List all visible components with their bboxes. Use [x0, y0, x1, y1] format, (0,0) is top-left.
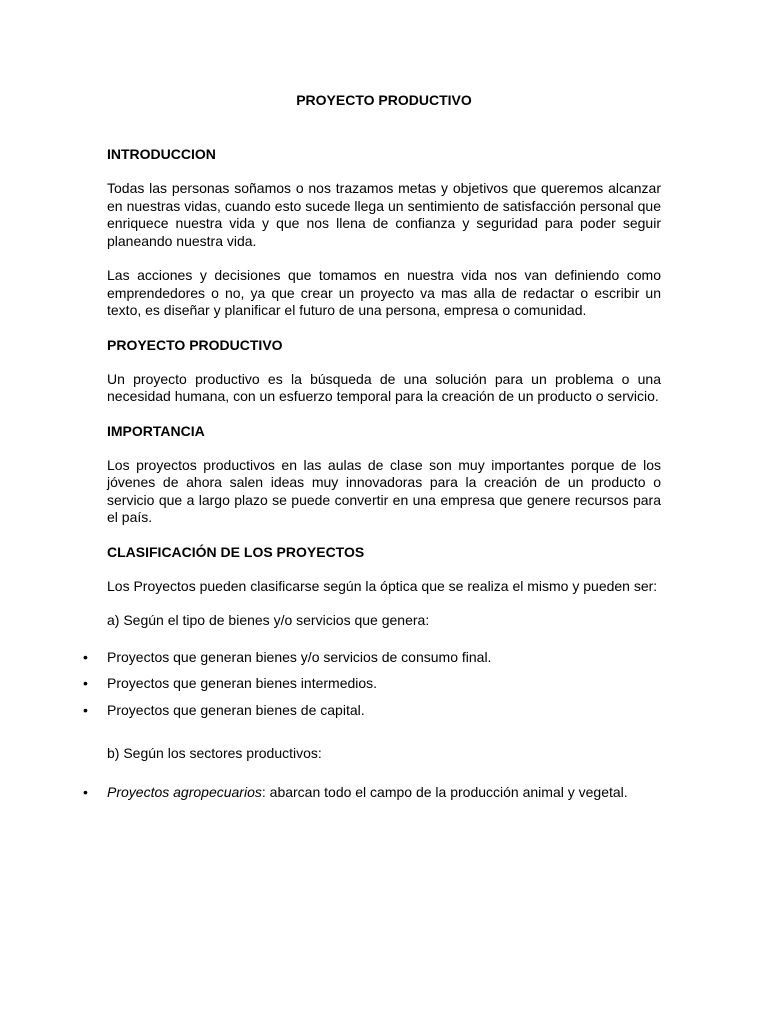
- heading-importancia: IMPORTANCIA: [107, 422, 205, 439]
- list-item: [83, 675, 661, 693]
- list-item-text: Proyectos que generan bienes de capital.: [107, 701, 365, 718]
- list-item: [83, 783, 661, 802]
- subheading-b: b) Según los sectores productivos:: [107, 745, 322, 761]
- bullet-icon: •: [83, 783, 88, 800]
- bullet-icon: •: [83, 701, 88, 718]
- list-bienes: [83, 648, 661, 720]
- bullet-icon: •: [83, 675, 88, 691]
- heading-clasificacion: CLASIFICACIÓN DE LOS PROYECTOS: [107, 543, 365, 560]
- paragraph-intro-1: Todas las personas soñamos o nos trazamos metas y objetivos que queremos alcanzar en nuestras vidas, cuando esto sucede llega un sentimiento de satisfacción personal que enriquece nuestra vida y que nos llena de confianza y seguridad para poder seguir planeando nuestra vida.: [107, 180, 661, 249]
- paragraph-proyecto: Un proyecto productivo es la búsqueda de una solución para un problema o una necesidad humana, con un esfuerzo temporal para la creación de un producto o servicio.: [107, 370, 661, 404]
- heading-proyecto-productivo: PROYECTO PRODUCTIVO: [107, 336, 283, 353]
- list-item: [83, 701, 661, 720]
- list-item-term: Proyectos agropecuarios: [107, 783, 262, 800]
- heading-introduccion: INTRODUCCION: [107, 146, 216, 162]
- list-item: [83, 648, 661, 667]
- paragraph-clasificacion: Los Proyectos pueden clasificarse según la óptica que se realiza el mismo y pueden ser:: [107, 577, 658, 594]
- subheading-a: a) Según el tipo de bienes y/o servicios que genera:: [107, 612, 430, 628]
- list-item-text: Proyectos que generan bienes intermedios.: [107, 675, 378, 691]
- document-body: [83, 146, 661, 827]
- document-title: PROYECTO PRODUCTIVO: [296, 92, 472, 108]
- list-sectores: [83, 783, 661, 802]
- bullet-icon: •: [83, 648, 88, 665]
- list-item-text: : abarcan todo el campo de la producción animal y vegetal.: [261, 783, 628, 800]
- paragraph-intro-2: Las acciones y decisiones que tomamos en nuestra vida nos van definiendo como emprendedores o no, ya que crear un proyecto va mas alla de redactar o escribir un texto, es diseñar y planificar el futuro de una persona, empresa o comunidad.: [107, 267, 661, 318]
- list-item-text: Proyectos que generan bienes y/o servicios de consumo final.: [107, 648, 492, 665]
- paragraph-importancia: Los proyectos productivos en las aulas de clase son muy importantes porque de los jóvenes de ahora salen ideas muy innovadoras para la creación de un producto o servicio que a largo plazo se puede convertir en una empresa que genere recursos para el país.: [107, 456, 661, 525]
